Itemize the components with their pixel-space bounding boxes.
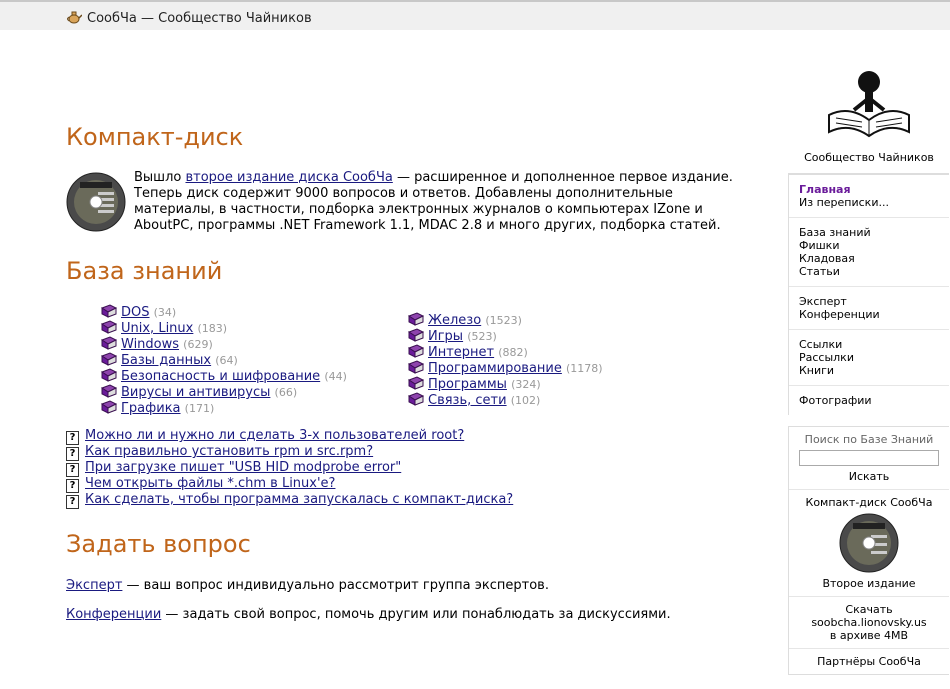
kb-categories-left xyxy=(100,304,347,416)
kb-category-item xyxy=(407,312,603,328)
search-input[interactable] xyxy=(799,450,939,466)
download-section[interactable] xyxy=(789,596,949,648)
kb-category-link[interactable]: Графика xyxy=(121,401,181,416)
expert-link[interactable]: Эксперт xyxy=(66,578,123,593)
conference-link[interactable]: Конференции xyxy=(66,607,162,622)
nav-item[interactable]: Главная xyxy=(799,183,851,196)
kb-category-link[interactable]: DOS xyxy=(121,305,150,320)
kb-category-count: (1523) xyxy=(485,314,522,327)
nav-group xyxy=(789,385,949,415)
site-title: СообЧа — Сообщество Чайников xyxy=(87,11,312,26)
faq-item xyxy=(66,492,513,508)
nav-item[interactable]: Ссылки xyxy=(799,338,843,351)
ask-heading: Задать вопрос xyxy=(66,530,251,558)
faq-link[interactable]: Как сделать, чтобы программа запускалась с компакт-диска? xyxy=(85,492,514,507)
search-section xyxy=(789,427,949,489)
kb-category-count: (523) xyxy=(467,330,497,343)
nav-item[interactable]: Эксперт xyxy=(799,295,847,308)
cd-disc-icon[interactable] xyxy=(66,172,126,232)
cd-edition-link[interactable]: второе издание диска СообЧа xyxy=(185,170,393,185)
kb-category-count: (629) xyxy=(183,338,213,351)
cd-promo-caption: Второе издание xyxy=(822,577,916,590)
question-icon: ? xyxy=(66,495,79,509)
kb-category-count: (183) xyxy=(197,322,228,335)
book-icon xyxy=(100,304,118,318)
faq-list xyxy=(66,428,513,508)
search-label: Поиск по Базе Знаний xyxy=(804,433,934,446)
kb-category-item xyxy=(407,344,603,360)
cd-promo-section xyxy=(789,489,949,596)
book-icon xyxy=(100,368,118,382)
nav-group xyxy=(789,217,949,286)
nav-item[interactable]: Фотографии xyxy=(799,394,872,407)
nav-item[interactable]: Из переписки... xyxy=(799,196,889,209)
download-host[interactable]: soobcha.lionovsky.us xyxy=(811,616,927,629)
nav-item[interactable]: Фишки xyxy=(799,239,840,252)
kb-category-link[interactable]: Windows xyxy=(121,337,180,352)
kb-category-link[interactable]: Базы данных xyxy=(121,353,212,368)
kb-category-count: (171) xyxy=(184,402,215,415)
kb-category-count: (102) xyxy=(510,394,541,407)
kb-category-item xyxy=(407,392,603,408)
faq-item xyxy=(66,444,513,460)
nav-item[interactable]: Конференции xyxy=(799,308,880,321)
kb-category-count: (1178) xyxy=(566,362,603,375)
kb-category-link[interactable]: Связь, сети xyxy=(428,393,507,408)
teapot-icon xyxy=(66,10,82,24)
book-icon xyxy=(100,320,118,334)
faq-link[interactable]: При загрузке пишет "USB HID modprobe error" xyxy=(85,460,402,475)
kb-category-item xyxy=(100,384,347,400)
kb-category-item xyxy=(407,376,603,392)
kb-category-item xyxy=(100,320,347,336)
kb-category-item xyxy=(407,360,603,376)
kb-category-count: (44) xyxy=(324,370,347,383)
faq-item xyxy=(66,476,513,492)
kb-category-item xyxy=(407,328,603,344)
cd-text-before: Вышло xyxy=(134,170,186,185)
partners-label[interactable]: Партнёры СообЧа xyxy=(817,655,921,668)
book-icon xyxy=(407,376,425,390)
nav-group xyxy=(789,329,949,385)
top-bar xyxy=(0,0,950,30)
question-icon: ? xyxy=(66,447,79,461)
nav-item[interactable]: Рассылки xyxy=(799,351,854,364)
nav-item[interactable]: Статьи xyxy=(799,265,840,278)
search-button[interactable]: Искать xyxy=(848,470,890,483)
reader-logo-icon[interactable] xyxy=(824,70,914,140)
expert-line xyxy=(66,578,549,593)
download-label[interactable]: Скачать xyxy=(845,603,893,616)
kb-category-item xyxy=(100,368,347,384)
kb-category-item xyxy=(100,336,347,352)
kb-heading: База знаний xyxy=(66,257,223,285)
question-icon: ? xyxy=(66,431,79,445)
kb-category-link[interactable]: Программы xyxy=(428,377,507,392)
faq-link[interactable]: Чем открыть файлы *.chm в Linux'е? xyxy=(85,476,336,491)
book-icon xyxy=(407,360,425,374)
kb-category-link[interactable]: Железо xyxy=(428,313,482,328)
book-icon xyxy=(407,344,425,358)
download-size: в архиве 4МВ xyxy=(829,629,909,642)
cd-promo-icon[interactable] xyxy=(839,513,899,573)
kb-category-link[interactable]: Программирование xyxy=(428,361,562,376)
question-icon: ? xyxy=(66,479,79,493)
conference-text: — задать свой вопрос, помочь другим или понаблюдать за дискуссиями. xyxy=(161,607,671,622)
faq-item xyxy=(66,460,513,476)
kb-category-item xyxy=(100,304,347,320)
kb-category-count: (324) xyxy=(511,378,541,391)
kb-category-count: (66) xyxy=(274,386,298,399)
kb-categories-right xyxy=(407,312,603,408)
nav-group xyxy=(789,173,949,217)
logo-caption: Сообщество Чайников xyxy=(804,151,934,164)
book-icon xyxy=(100,384,118,398)
conference-line xyxy=(66,607,671,622)
question-icon: ? xyxy=(66,463,79,477)
nav-item[interactable]: Книги xyxy=(799,364,835,377)
book-icon xyxy=(407,312,425,326)
faq-link[interactable]: Как правильно установить rpm и src.rpm? xyxy=(85,444,374,459)
kb-category-link[interactable]: Вирусы и антивирусы xyxy=(121,385,271,400)
kb-category-item xyxy=(100,400,347,416)
book-icon xyxy=(407,328,425,342)
book-icon xyxy=(407,392,425,406)
kb-category-item xyxy=(100,352,347,368)
sidebar-widgets xyxy=(788,426,949,675)
expert-text: — ваш вопрос индивидуально рассмотрит группа экспертов. xyxy=(122,578,549,593)
cd-description xyxy=(134,170,754,234)
nav-group xyxy=(789,286,949,329)
sidebar-nav xyxy=(788,173,949,415)
kb-category-count: (882) xyxy=(498,346,528,359)
kb-category-count: (64) xyxy=(215,354,238,367)
kb-category-link[interactable]: Игры xyxy=(428,329,464,344)
cd-heading: Компакт-диск xyxy=(66,123,244,151)
cd-text-after: — расширенное и дополненное первое издание. Теперь диск содержит 9000 вопросов и ответов. Добавлены дополнительные материалы, в частности, подборка электронных журналов о компьютерах IZone и AboutPC, программы .NET Framework 1.1, MDAC 2.8 и много других, подборка статей. xyxy=(134,170,733,233)
kb-category-count: (34) xyxy=(153,306,177,319)
book-icon xyxy=(100,400,118,414)
book-icon xyxy=(100,352,118,366)
faq-item xyxy=(66,428,513,444)
kb-category-link[interactable]: Unix, Linux xyxy=(121,321,194,336)
cd-promo-title: Компакт-диск СообЧа xyxy=(805,496,933,509)
faq-link[interactable]: Можно ли и нужно ли сделать 3-х пользователей root? xyxy=(85,428,465,443)
partners-section[interactable] xyxy=(789,648,949,674)
nav-item[interactable]: База знаний xyxy=(799,226,871,239)
kb-category-link[interactable]: Интернет xyxy=(428,345,495,360)
book-icon xyxy=(100,336,118,350)
nav-item[interactable]: Кладовая xyxy=(799,252,855,265)
kb-category-link[interactable]: Безопасность и шифрование xyxy=(121,369,321,384)
